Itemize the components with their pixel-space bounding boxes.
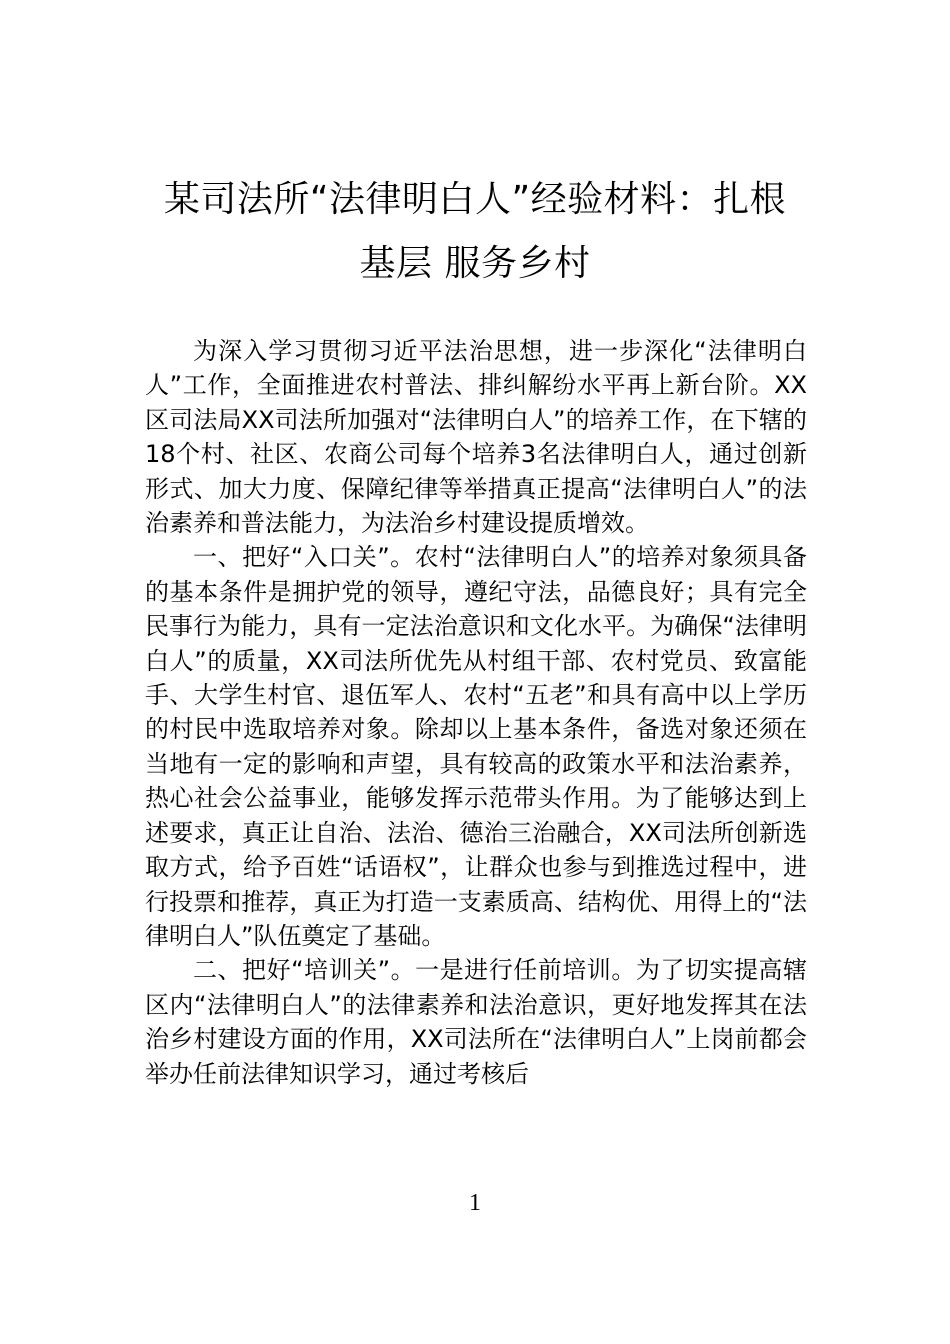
paragraph-intro: 为深入学习贯彻习近平法治思想，进一步深化“法律明白人”工作，全面推进农村普法、排纠解纷水平再上新台阶。XX区司法局XX司法所加强对“法律明白人”的培养工作，在下辖的18个村、社区、农商公司每个培养3名法律明白人，通过创新形式、加大力度、保障纪律等举措真正提高“法律明白人”的法治素养和普法能力，为法治乡村建设提质增效。 <box>145 337 807 538</box>
paragraph-section-1: 一、把好“入口关”。农村“法律明白人”的培养对象须具备的基本条件是拥护党的领导，遵纪守法，品德良好；具有完全民事行为能力，具有一定法治意识和文化水平。为确保“法律明白人”的质量，XX司法所优先从村组干部、农村党员、致富能手、大学生村官、退伍军人、农村“五老”和具有高中以上学历的村民中选取培养对象。除却以上基本条件，备选对象还须在当地有一定的影响和声望，具有较高的政策水平和法治素养，热心社会公益事业，能够发挥示范带头作用。为了能够达到上述要求，真正让自治、法治、德治三治融合，XX司法所创新选取方式，给予百姓“话语权”，让群众也参与到推选过程中，进行投票和推荐，真正为打造一支素质高、结构优、用得上的“法律明白人”队伍奠定了基础。 <box>145 543 807 950</box>
document-title <box>120 168 830 296</box>
paragraph-section-2: 二、把好“培训关”。一是进行任前培训。为了切实提高辖区内“法律明白人”的法律素养和法治意识，更好地发挥其在法治乡村建设方面的作用，XX司法所在“法律明白人”上岗前都会举办任前法律知识学习，通过考核后 <box>145 956 807 1088</box>
title-line-1: 某司法所“法律明白人”经验材料：扎根 <box>163 179 787 220</box>
page-number: 1 <box>469 1190 481 1216</box>
title-line-2: 基层 服务乡村 <box>359 243 591 284</box>
document-body <box>145 334 807 1091</box>
